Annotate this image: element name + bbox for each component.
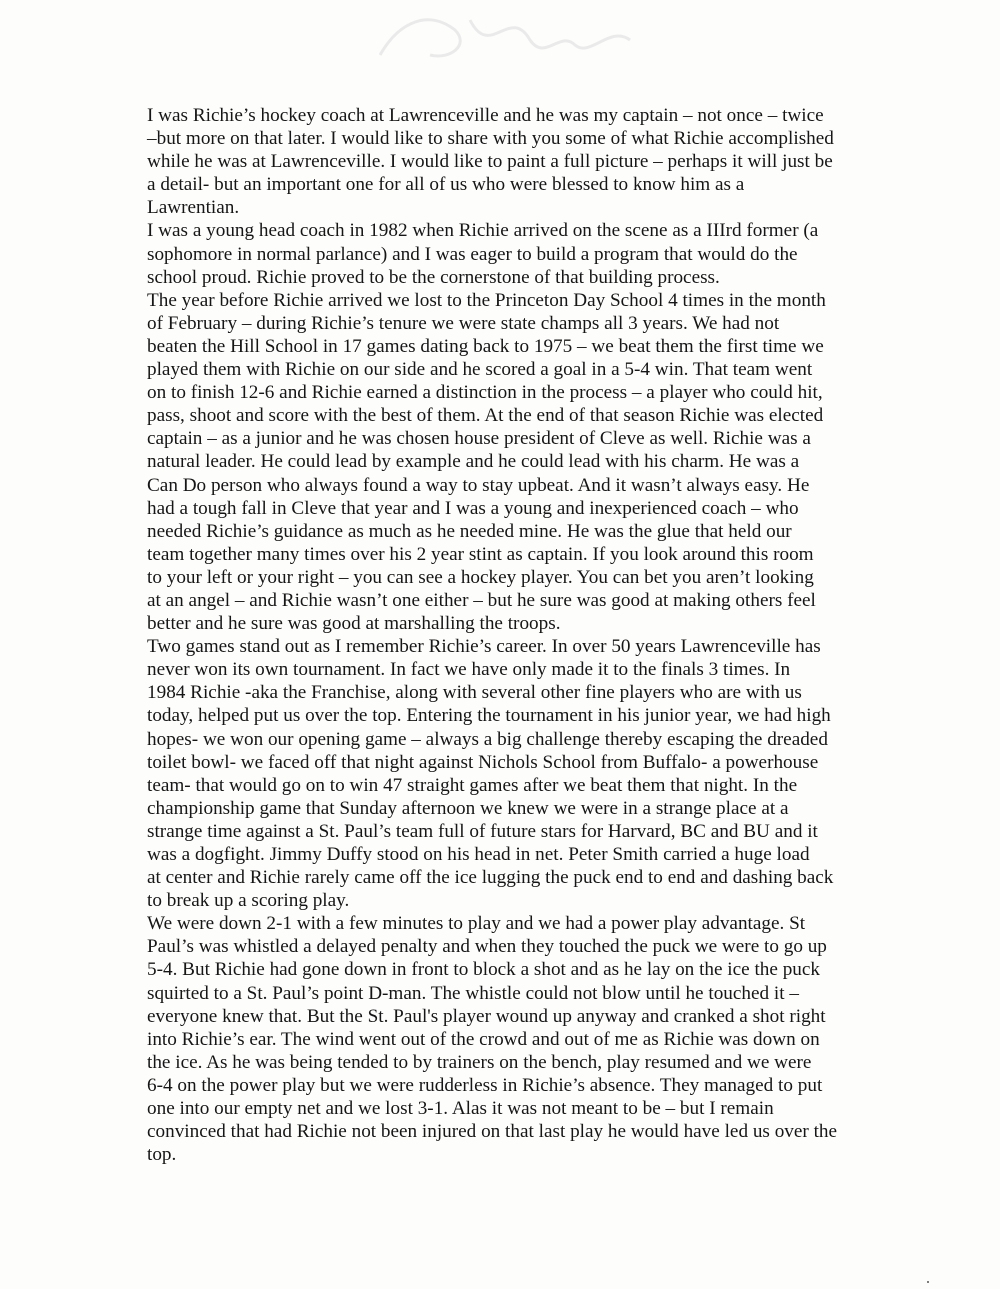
text-line: at center and Richie rarely came off the ice lugging the puck end to end and dashing back [147, 867, 834, 889]
text-line: the ice. As he was being tended to by trainers on the bench, play resumed and we were [147, 1051, 812, 1073]
text-line: into Richie’s ear. The wind went out of the crowd and out of me as Richie was down on [147, 1028, 820, 1050]
text-line: The year before Richie arrived we lost to the Princeton Day School 4 times in the month [147, 289, 826, 311]
text-line: to your left or your right – you can see a hockey player. You can bet you aren’t looking [147, 566, 814, 588]
text-line: pass, shoot and score with the best of them. At the end of that season Richie was elected [147, 405, 824, 427]
text-line: toilet bowl- we faced off that night against Nichols School from Buffalo- a powerhouse [147, 751, 819, 773]
text-line: 5-4. But Richie had gone down in front to block a shot and as he lay on the ice the puck [147, 959, 821, 981]
text-line: captain – as a junior and he was chosen house president of Cleve as well. Richie was a [147, 428, 811, 450]
text-line: We were down 2-1 with a few minutes to play and we had a power play advantage. St [147, 913, 806, 935]
text-line: to break up a scoring play. [147, 890, 350, 912]
text-line: hopes- we won our opening game – always a big challenge thereby escaping the dreaded [147, 728, 828, 750]
text-line: never won its own tournament. In fact we have only made it to the finals 3 times. In [147, 659, 791, 681]
text-line: on to finish 12-6 and Richie earned a distinction in the process – a player who could hit, [147, 382, 823, 404]
scan-speck [927, 1281, 929, 1283]
text-line: 6-4 on the power play but we were rudderless in Richie’s absence. They managed to put [147, 1074, 823, 1096]
text-line: played them with Richie on our side and he scored a goal in a 5-4 win. That team went [147, 359, 813, 381]
letter-body [147, 104, 877, 1166]
text-line: beaten the Hill School in 17 games dating back to 1975 – we beat them the first time we [147, 335, 824, 357]
text-line: –but more on that later. I would like to share with you some of what Richie accomplished [147, 128, 834, 150]
text-line: a detail- but an important one for all of us who were blessed to know him as a [147, 174, 745, 196]
text-line: strange time against a St. Paul’s team full of future stars for Harvard, BC and BU and it [147, 820, 818, 842]
text-line: squirted to a St. Paul’s point D-man. The whistle could not blow until he touched it – [147, 982, 799, 1004]
text-line: had a tough fall in Cleve that year and I was a young and inexperienced coach – who [147, 497, 799, 519]
text-line: at an angel – and Richie wasn’t one either – but he sure was good at making others feel [147, 589, 816, 611]
text-line: Two games stand out as I remember Richie’s career. In over 50 years Lawrenceville has [147, 636, 821, 658]
text-line: team together many times over his 2 year stint as captain. If you look around this room [147, 543, 814, 565]
text-line: natural leader. He could lead by example and he could lead with his charm. He was a [147, 451, 800, 473]
text-line: championship game that Sunday afternoon we knew we were in a strange place at a [147, 797, 789, 819]
text-line: convinced that had Richie not been injured on that last play he would have led us over the [147, 1121, 838, 1143]
text-line: I was a young head coach in 1982 when Richie arrived on the scene as a IIIrd former (a [147, 220, 819, 242]
text-line: of February – during Richie’s tenure we were state champs all 3 years. We had not [147, 312, 780, 334]
text-line: everyone knew that. But the St. Paul's player wound up anyway and cranked a shot right [147, 1005, 826, 1027]
text-line: top. [147, 1144, 177, 1166]
text-line: one into our empty net and we lost 3-1. Alas it was not meant to be – but I remain [147, 1098, 774, 1120]
text-line: school proud. Richie proved to be the cornerstone of that building process. [147, 266, 720, 288]
text-line: I was Richie’s hockey coach at Lawrenceville and he was my captain – not once – twice [147, 105, 824, 126]
text-line: 1984 Richie -aka the Franchise, along with several other fine players who are with us [147, 682, 802, 704]
text-line: needed Richie’s guidance as much as he needed mine. He was the glue that held our [147, 520, 792, 542]
text-line: while he was at Lawrenceville. I would like to paint a full picture – perhaps it will just be [147, 151, 833, 173]
text-line: Lawrentian. [147, 197, 240, 219]
text-line: today, helped put us over the top. Entering the tournament in his junior year, we had high [147, 705, 831, 727]
text-line: was a dogfight. Jimmy Duffy stood on his head in net. Peter Smith carried a huge load [147, 844, 810, 865]
text-line: Can Do person who always found a way to stay upbeat. And it wasn’t always easy. He [147, 474, 810, 496]
text-line: Paul’s was whistled a delayed penalty and when they touched the puck we were to go up [147, 936, 827, 958]
text-line: sophomore in normal parlance) and I was eager to build a program that would do the [147, 243, 798, 265]
text-line: better and he sure was good at marshalling the troops. [147, 613, 561, 635]
text-line: team- that would go on to win 47 straight games after we beat them that night. In the [147, 774, 798, 796]
faint-letterhead-watermark [360, 0, 660, 70]
